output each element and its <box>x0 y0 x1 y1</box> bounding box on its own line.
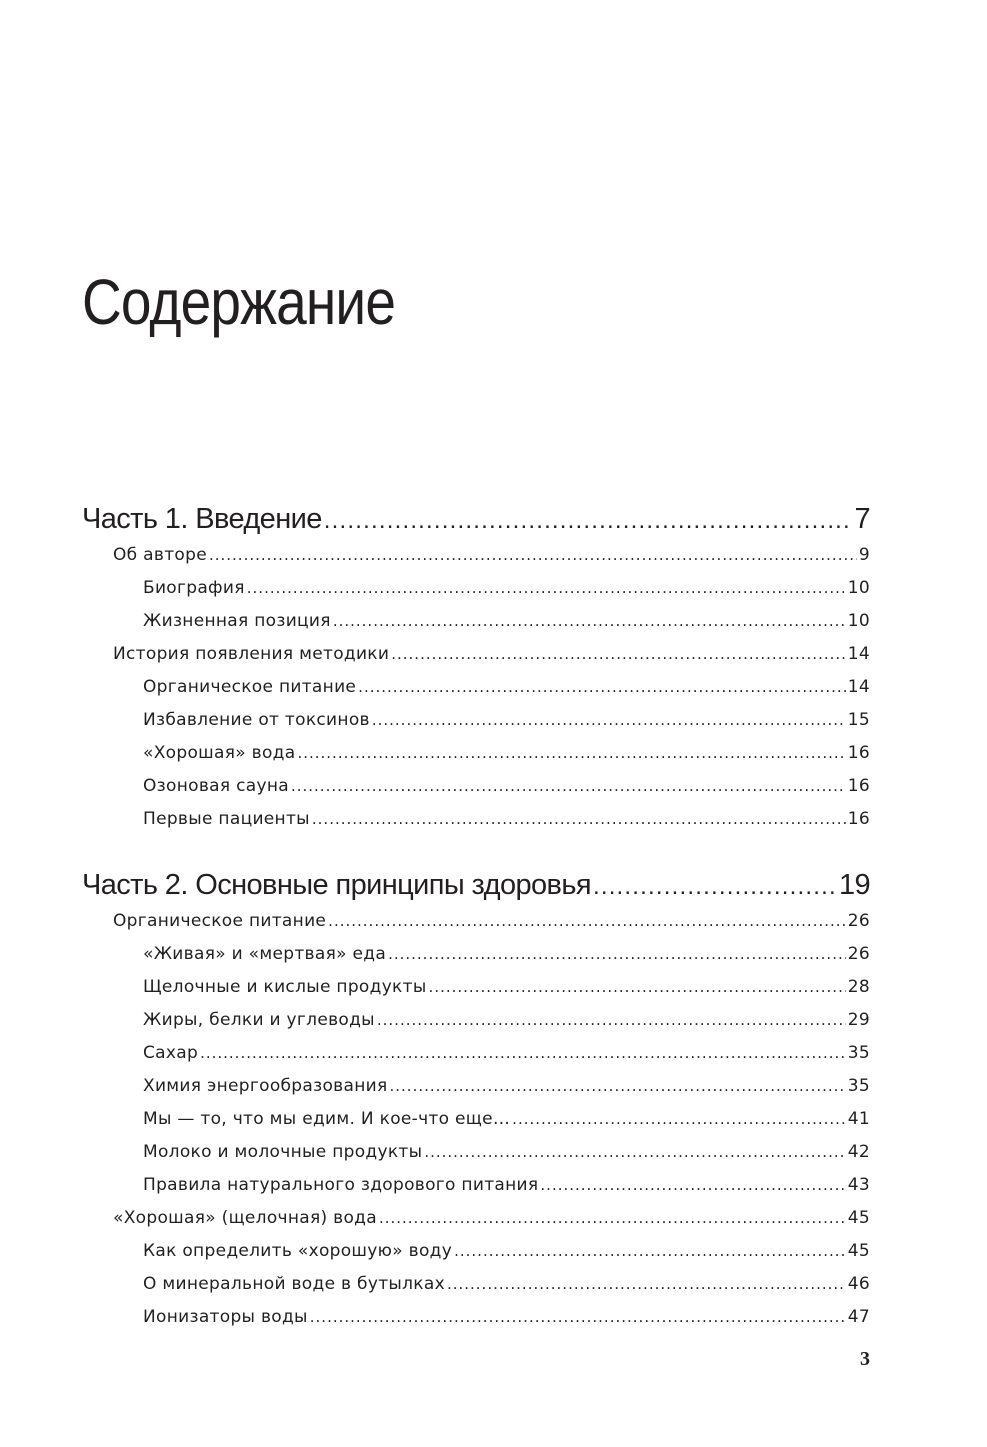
dot-leader <box>333 605 846 638</box>
toc-entry-title: «Живая» и «мертвая» еда <box>143 944 387 964</box>
dot-leader <box>390 1070 846 1103</box>
toc-entry[interactable] <box>82 1235 870 1268</box>
toc-entry-title: Ионизаторы воды <box>143 1307 308 1327</box>
toc-entry[interactable] <box>82 1301 870 1334</box>
toc-page-number: 41 <box>847 1109 870 1129</box>
dot-leader <box>447 1268 846 1301</box>
toc-entry-title: Щелочные и кислые продукты <box>143 977 427 997</box>
toc-page-number: 19 <box>838 869 870 901</box>
toc-entry[interactable] <box>82 704 870 737</box>
dot-leader <box>454 1235 846 1268</box>
toc-entry[interactable] <box>82 971 870 1004</box>
toc-entry[interactable] <box>82 539 870 572</box>
toc-entry[interactable] <box>82 1070 870 1103</box>
toc-entry[interactable] <box>82 1037 870 1070</box>
toc-page-number: 7 <box>854 503 870 535</box>
page-title: Содержание <box>82 266 396 338</box>
toc-entry[interactable] <box>82 905 870 938</box>
toc-entry-title: «Хорошая» вода <box>143 743 296 763</box>
dot-leader <box>429 971 846 1004</box>
dot-leader <box>328 905 846 938</box>
toc-entry-title: Об авторе <box>113 545 207 565</box>
toc-page-number: 29 <box>847 1010 870 1030</box>
toc-part-heading[interactable] <box>82 499 870 539</box>
toc-page-number: 42 <box>847 1142 870 1162</box>
toc-entry-title: История появления методики <box>113 644 390 664</box>
dot-leader <box>358 671 846 704</box>
dot-leader <box>377 1004 846 1037</box>
toc-page-number: 16 <box>847 776 870 796</box>
toc-page-number: 45 <box>847 1241 870 1261</box>
toc-part-2 <box>82 865 870 1334</box>
toc-entry[interactable] <box>82 1202 870 1235</box>
toc-entry[interactable] <box>82 1169 870 1202</box>
toc-page-number: 14 <box>847 677 870 697</box>
dot-leader <box>209 539 857 572</box>
toc-page-number: 9 <box>858 545 870 565</box>
toc-page-number: 35 <box>847 1043 870 1063</box>
dot-leader <box>388 938 846 971</box>
toc-entry-title: Правила натурального здорового питания <box>143 1175 539 1195</box>
dot-leader <box>312 803 846 836</box>
toc-entry[interactable] <box>82 1103 870 1136</box>
dot-leader <box>310 1301 846 1334</box>
toc-page-number: 16 <box>847 743 870 763</box>
toc-entry[interactable] <box>82 671 870 704</box>
toc-entry-title: Химия энергообразования <box>143 1076 388 1096</box>
toc-entry[interactable] <box>82 1136 870 1169</box>
dot-leader <box>291 770 846 803</box>
toc-entry-title: Первые пациенты <box>143 809 310 829</box>
toc-page-number: 26 <box>847 911 870 931</box>
toc-entry[interactable] <box>82 638 870 671</box>
toc-entry-title: Жизненная позиция <box>143 611 331 631</box>
toc-page-number: 10 <box>847 578 870 598</box>
toc-page-number: 46 <box>847 1274 870 1294</box>
toc-entry-title: Жиры, белки и углеводы <box>143 1010 375 1030</box>
toc-entry-title: «Хорошая» (щелочная) вода <box>113 1208 377 1228</box>
dot-leader <box>391 638 846 671</box>
dot-leader <box>424 1136 845 1169</box>
toc-entry-title: О минеральной воде в бутылках <box>143 1274 445 1294</box>
toc-page-number: 28 <box>847 977 870 997</box>
toc-page-number: 16 <box>847 809 870 829</box>
toc-part-title: Часть 2. Основные принципы здоровья <box>82 869 591 901</box>
dot-leader <box>540 1169 845 1202</box>
toc-entry[interactable] <box>82 737 870 770</box>
dot-leader <box>324 501 853 541</box>
toc-page-number: 26 <box>847 944 870 964</box>
toc-page-number: 35 <box>847 1076 870 1096</box>
toc-entry[interactable] <box>82 1004 870 1037</box>
toc-page-number: 45 <box>847 1208 870 1228</box>
page-number: 3 <box>860 1348 870 1370</box>
toc-entry-title: Органическое питание <box>143 677 357 697</box>
toc-entry[interactable] <box>82 1268 870 1301</box>
dot-leader <box>200 1037 846 1070</box>
toc-page-number: 47 <box>847 1307 870 1327</box>
dot-leader <box>593 867 837 907</box>
toc-entry[interactable] <box>82 572 870 605</box>
toc-entry-title: Органическое питание <box>113 911 327 931</box>
dot-leader <box>297 737 845 770</box>
toc-entry[interactable] <box>82 938 870 971</box>
dot-leader <box>372 704 846 737</box>
toc-entry-title: Мы — то, что мы едим. И кое-что еще… <box>143 1109 511 1129</box>
toc-page-number: 14 <box>847 644 870 664</box>
toc-page-number: 10 <box>847 611 870 631</box>
toc-entry-title: Озоновая сауна <box>143 776 289 796</box>
toc-entry-title: Как определить «хорошую» воду <box>143 1241 453 1261</box>
toc-entry-title: Избавление от токсинов <box>143 710 370 730</box>
toc-page-number: 15 <box>847 710 870 730</box>
toc-entry-title: Молоко и молочные продукты <box>143 1142 423 1162</box>
toc-entry[interactable] <box>82 803 870 836</box>
toc-part-title: Часть 1. Введение <box>82 503 322 535</box>
dot-leader <box>247 572 846 605</box>
dot-leader <box>379 1202 846 1235</box>
toc-part-heading[interactable] <box>82 865 870 905</box>
dot-leader <box>512 1103 846 1136</box>
toc-entry-title: Биография <box>143 578 245 598</box>
toc-entry-title: Сахар <box>143 1043 199 1063</box>
toc-page-number: 43 <box>847 1175 870 1195</box>
toc-entry[interactable] <box>82 770 870 803</box>
toc-entry[interactable] <box>82 605 870 638</box>
toc-part-1 <box>82 499 870 836</box>
